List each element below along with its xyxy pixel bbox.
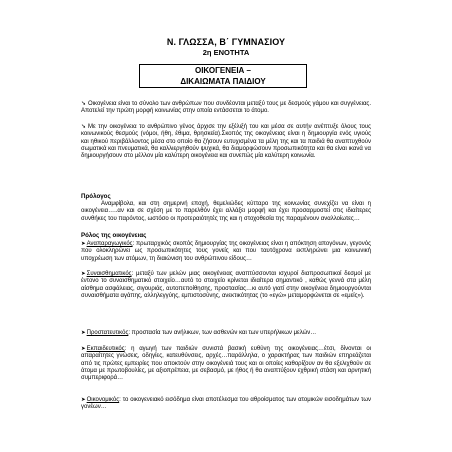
role-item-text: : το οικογενειακό εισόδημα είναι αποτέλεσμα του αθροίσματος των ατομικών εισοδημάτων των γονέων…: [81, 397, 371, 411]
title-line-2: ΔΙΚΑΙΩΜΑΤΑ ΠΑΙΔΙΟΥ: [180, 76, 266, 86]
intro-text-1: Οικογένεια είναι το σύνολο των ανθρώπων που συνδέονται μεταξύ τους με δεσμούς γάμου και συγγένειας. Αποτελεί την πρώτη μορφή κοινωνίας στην οποία εντάσσεται το άτομο.: [81, 101, 371, 115]
intro-paragraph-1: [81, 101, 371, 116]
role-item-term: Αναπαραγωγικός: [86, 241, 133, 247]
role-item: [81, 346, 371, 382]
role-item-text: : πρωταρχικός σκοπός δημιουργίας της οικογένειας είναι η απόκτηση απογόνων, γεγονός που ολοκληρώνει ως προσωπικότητες τους γονείς και που ταυτόχρονα εκπληρώνει μια κοινωνική υποχρέωση των ατόμων, τη διαιώνιση του ανθρώπινου είδους…: [81, 241, 371, 262]
intro-text-2: Με την οικογένεια το ανθρώπινο γένος άρχισε την εξέλιξή του και μέσα σε αυτήν ανέπτυξε όλους τους κοινωνικούς θεσμούς (νόμοι, ήθη, έθιμα, θρησκεία).Σκοπός της οικογένειας είναι η δημιουργία ενός υγιούς και ηθικού περιβάλλοντος μέσα στο οποίο θα ζήσουν ευτυχισμένα τα μέλη της και τα παιδιά θα αναπτυχθούν σωματικά και πνευματικά, θα καλλιεργηθούν ψυχικά, θα διαμορφώσουν προσωπικότητα και θα είναι ικανά να δημιουργήσουν στο μέλλον μία καλύτερη οικογένεια και συνεπώς μία καλύτερη κοινωνία.: [81, 124, 371, 160]
role-item-term: Εκπαιδευτικός: [86, 346, 125, 352]
role-item-text: : προστασία των ανήλικων, των ασθενών και των υπερήλικων μελών…: [128, 330, 317, 336]
role-item-term: Προστατευτικός: [86, 330, 129, 336]
role-item: [81, 271, 371, 300]
role-title: Ρόλος της οικογένειας: [81, 232, 147, 239]
intro-paragraph-2: [81, 124, 371, 160]
arrow-right-icon: ➤: [81, 241, 86, 247]
title-box: [139, 64, 307, 88]
role-item-text: : η αγωγή των παιδιών συνιστά βασική ευθύνη της οικογένειας…έτσι, δίνονται οι απαραίτητες γνώσεις, οδηγίες, κατευθύνσεις, αρχές…παράλληλα, ο χαρακτήρας των παιδιών επηρεάζεται από τις πρώτες εμπειρίες που αποκτούν στην οικογένειά τους και οι οποίες καθορίζουν αν θα εξελιχθούν σε άτομα με πρωτοβουλίες, με αξιοπρέπεια, με σεβασμό, με ήθος ή θα αναπτύξουν εχθρική στάση και αρνητική συμπεριφορά…: [81, 346, 371, 382]
arrow-right-icon: ➤: [81, 346, 86, 352]
role-item-term: Συναισθηματικός: [86, 271, 132, 277]
arrow-bullet-icon: ➘: [81, 101, 87, 107]
role-item: [81, 330, 371, 337]
document-header-unit: 2η ΕΝΟΤΗΤΑ: [202, 48, 250, 57]
role-item-term: Οικονομικός: [86, 397, 120, 403]
arrow-right-icon: ➤: [81, 271, 86, 277]
role-item: [81, 397, 371, 412]
document-header-title: Ν. ΓΛΩΣΣΑ, Β΄ ΓΥΜΝΑΣΙΟΥ: [166, 37, 286, 47]
arrow-right-icon: ➤: [81, 330, 86, 336]
role-item-text: : μεταξύ των μελών μιας οικογένειας αναπτύσσονται ισχυροί διαπροσωπικοί δεσμοί με έντονο το συναισθηματικό στοιχείο…αυτό το στοιχείο κρίνεται ιδιαίτερα σημαντικό , καθώς γεννά στα μέλη αίσθημα ασφάλειας, σιγουριάς, αυτοπεποίθησης, προστασίας…κι αυτό γιατί στην οικογένεια δημιουργούνται συναισθήματα αγάπης, αλληλεγγύης, εμπιστοσύνης, ανεκτικότητας (το «εγώ» μεταμορφώνεται σε «εμείς»).: [81, 271, 371, 299]
arrow-bullet-icon: ➘: [81, 124, 87, 130]
prologue-title: Πρόλογος: [81, 193, 111, 200]
role-item: [81, 241, 371, 263]
arrow-right-icon: ➤: [81, 397, 86, 403]
prologue-text: Αναμφίβολα, και στη σημερινή εποχή, θεμελιώδες κύτταρο της κοινωνίας συνεχίζει να είναι η οικογένεια…..αν και σε σχέση με το παρελθόν έχει αλλάξει μορφή και έχει προσαρμοστεί στις ιδιαίτερες συνθήκες του παρόντος, ωστόσο οι προτεραιότητές της και η στοχοθεσία της παραμένουν αναλλοίωτες…: [81, 201, 371, 222]
title-line-1: ΟΙΚΟΓΕΝΕΙΑ –: [194, 66, 251, 75]
